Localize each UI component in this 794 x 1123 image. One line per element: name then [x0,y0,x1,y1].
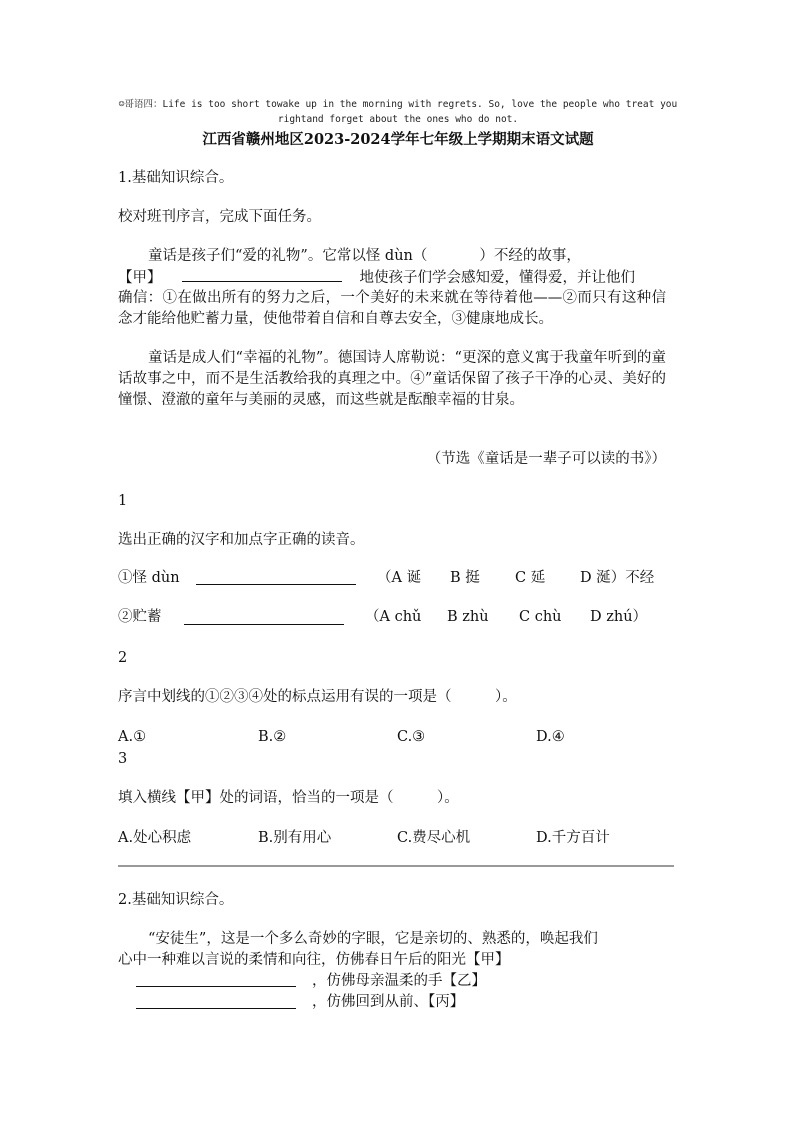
sub3-number: 3 [118,751,128,767]
sub2-option-d[interactable]: D.④ [536,729,565,745]
sub1-item1-option-b: B 挺 [450,570,480,586]
sub1-item1-option-c: C 延 [515,570,546,586]
q1-task: 校对班刊序言，完成下面任务。 [118,209,321,225]
sub2-option-c[interactable]: C.③ [397,729,426,745]
q1-passage1-line1 [148,246,581,267]
passage1-line1-end: ）不经的故事， [479,248,581,264]
sub1-item2-option-c: C chù [519,609,562,625]
q1-passage1-line2 [118,267,635,289]
motto-text: ☺哥语四：Life is too short towake up in the morning with regrets. So, love the people who treat you rightand forget about the ones who do not. [118,99,678,125]
q1-passage1-rest: 确信：①在做出所有的努力之后，一个美好的未来就在等待着他——②而只有这种信念才能给他贮蓄力量，使他带着自信和自尊去安全，③健康地成长。 [118,290,666,327]
passage1-line2-end: 地使孩子们学会感知爱，懂得爱，并让他们 [359,270,635,286]
q2-line1: “安徒生”，这是一个多么奇妙的字眼，它是亲切的、熟悉的，唤起我们 [148,931,598,947]
sub3-option-c[interactable]: C.费尽心机 [397,830,471,846]
q1-passage2: 童话是成人们“幸福的礼物”。德国诗人席勒说：“更深的意义寓于我童年听到的童话故事之中，而不是生活教给我的真理之中。④”童话保留了孩子干净的心灵、美好的憧憬、澄澈的童年与美丽的灵感，而这些就是酝酿幸福的甘泉。 [118,350,666,408]
sub1-item2-option-b: B zhù [447,609,489,625]
sub2-option-a[interactable]: A.① [118,729,147,745]
sub3-option-d[interactable]: D.千方百计 [536,830,610,846]
sub1-item1-answer-line[interactable] [196,584,356,585]
sub2-number: 2 [118,650,128,666]
sub3-prompt: 填入横线【甲】处的词语，恰当的一项是（ ）。 [118,790,459,806]
sub1-item2-label: ②贮蓄 [118,609,162,625]
q2-heading: 2.基础知识综合。 [118,892,234,908]
sub1-item1-option-d: D 涎）不经 [580,570,655,586]
q1-source: （节选《童话是一辈子可以读的书》） [426,451,666,467]
sub2-option-b[interactable]: B.② [258,729,287,745]
sub1-item2-answer-line[interactable] [184,624,344,625]
q2-line4: ，仿佛回到从前、【丙】 [312,994,465,1010]
blank-yi[interactable] [136,1008,296,1009]
page-title: 江西省赣州地区2023-2024学年七年级上学期期末语文试题 [202,131,594,148]
section-divider [118,865,674,867]
sub2-prompt: 序言中划线的①②③④处的标点运用有误的一项是（ ）。 [118,689,517,705]
blank-jia[interactable] [182,267,342,282]
sub1-item2-option-d: D zhú） [590,609,648,625]
sub1-number: 1 [118,493,128,509]
q2-line2: 心中一种难以言说的柔情和向往，仿佛春日午后的阳光【甲】 [118,952,510,968]
blank-jia-2[interactable] [136,986,296,987]
passage1-line1-start: 童话是孩子们“爱的礼物”。它常以怪 dùn（ [148,248,428,264]
sub1-item1-label: ①怪 dùn [118,570,180,586]
sub1-prompt: 选出正确的汉字和加点字正确的读音。 [118,532,365,548]
sub3-option-b[interactable]: B.别有用心 [258,830,332,846]
q1-heading: 1.基础知识综合。 [118,170,234,186]
sub1-item2-option-a: （A chǔ [365,609,422,625]
sub1-item1-option-a: （A 诞 [377,570,422,586]
q2-line3: ，仿佛母亲温柔的手【乙】 [312,973,486,989]
jia-marker: 【甲】 [118,270,162,286]
sub3-option-a[interactable]: A.处心积虑 [118,830,192,846]
